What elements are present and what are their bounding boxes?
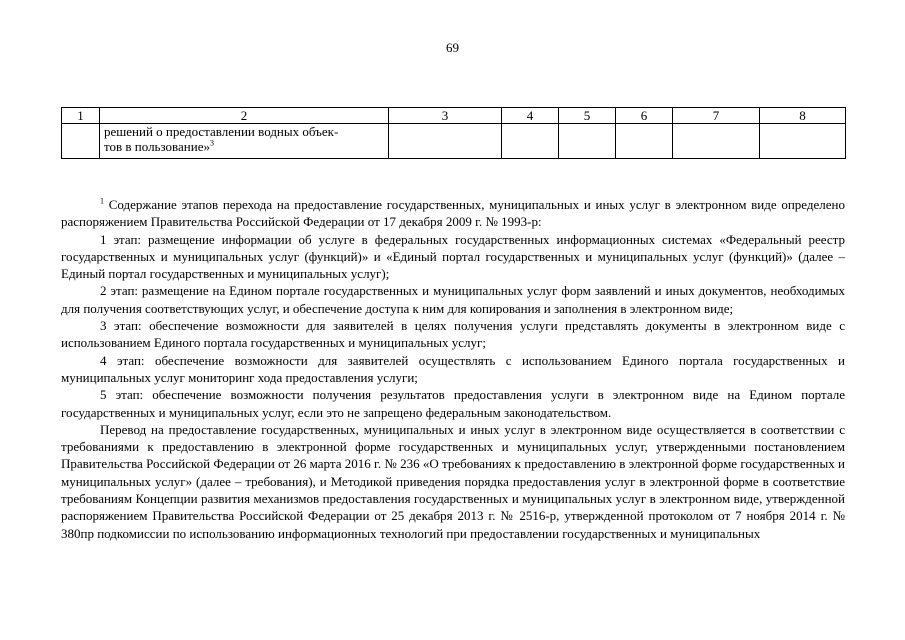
footnote-1 [61,196,845,542]
footnote-stage-5: 5 этап: обеспечение возможности получения результатов предоставления услуги в электронном виде на Едином портале государственных и муниципальных услуг, если это не запрещено федеральным законодательством. [61,387,845,420]
table-cell-3 [389,124,502,159]
table-row [62,124,846,159]
column-number-6: 6 [616,108,673,124]
column-number-7: 7 [673,108,760,124]
table-cell-2 [100,124,389,159]
footnote-stage-1: 1 этап: размещение информации об услуге в федеральных государственных информационных системах «Федеральный реестр государственных и муниципальных услуг (функций)» и «Единый портал государственных и муниципальных услуг (функций)» (далее – Единый портал государственных и муниципальных услуг); [61,231,845,282]
cell-text-line-2: тов в пользование» [104,139,210,154]
footnote-intro [61,196,845,231]
footnote-stage-3: 3 этап: обеспечение возможности для заявителей в целях получения услуги представлять документы в электронном виде с использованием Единого портала государственных и муниципальных услуг; [61,318,845,351]
column-number-8: 8 [760,108,846,124]
footnote-reference-3: 3 [209,138,214,148]
column-number-3: 3 [389,108,502,124]
table-cell-1 [62,124,100,159]
column-number-1: 1 [62,108,100,124]
footnote-transfer-paragraph: Перевод на предоставление государственных, муниципальных и иных услуг в электронном виде осуществляется в соответствии с требованиями к предоставлению в электронной форме государственных и муниципальных услуг, утвержденными постановлением Правительства Российской Федерации от 26 марта 2016 г. № 236 «О требованиях к предоставлению в электронной форме государственных и муниципальных услуг» (далее – требования), и Методикой приведения порядка предоставления услуг в электронной форме в соответствие требованиям Концепции развития механизмов предоставления государственных и муниципальных услуг в электронном виде, утвержденной распоряжением Правительства Российской Федерации от 25 декабря 2013 г. № 2516-р, утвержденной протоколом от 7 ноября 2014 г. № 380пр подкомиссии по использованию информационных технологий при предоставлении государственных и муниципальных [61,421,845,541]
cell-text-line-1: решений о предоставлении водных объек- [104,124,339,139]
table-cell-4 [502,124,559,159]
footnote-marker: 1 [100,196,104,206]
column-number-2: 2 [100,108,389,124]
column-number-5: 5 [559,108,616,124]
column-number-4: 4 [502,108,559,124]
table-header-row [62,108,846,124]
table-cell-6 [616,124,673,159]
page-number: 69 [446,40,459,55]
table-cell-8 [760,124,846,159]
services-table [61,107,846,159]
table-cell-7 [673,124,760,159]
table-cell-5 [559,124,616,159]
footnote-stage-2: 2 этап: размещение на Едином портале государственных и муниципальных услуг форм заявлений и иных документов, необходимых для получения соответствующих услуг, и обеспечение доступа к ним для копирования и заполнения в электронном виде; [61,283,845,316]
footnote-stage-4: 4 этап: обеспечение возможности для заявителей осуществлять с использованием Единого портала государственных и муниципальных услуг мониторинг хода предоставления услуги; [61,352,845,385]
footnote-intro-text: Содержание этапов перехода на предоставление государственных, муниципальных и иных услуг в электронном виде определено распоряжением Правительства Российской Федерации от 17 декабря 2009 г. № 1993-р: [61,197,845,230]
